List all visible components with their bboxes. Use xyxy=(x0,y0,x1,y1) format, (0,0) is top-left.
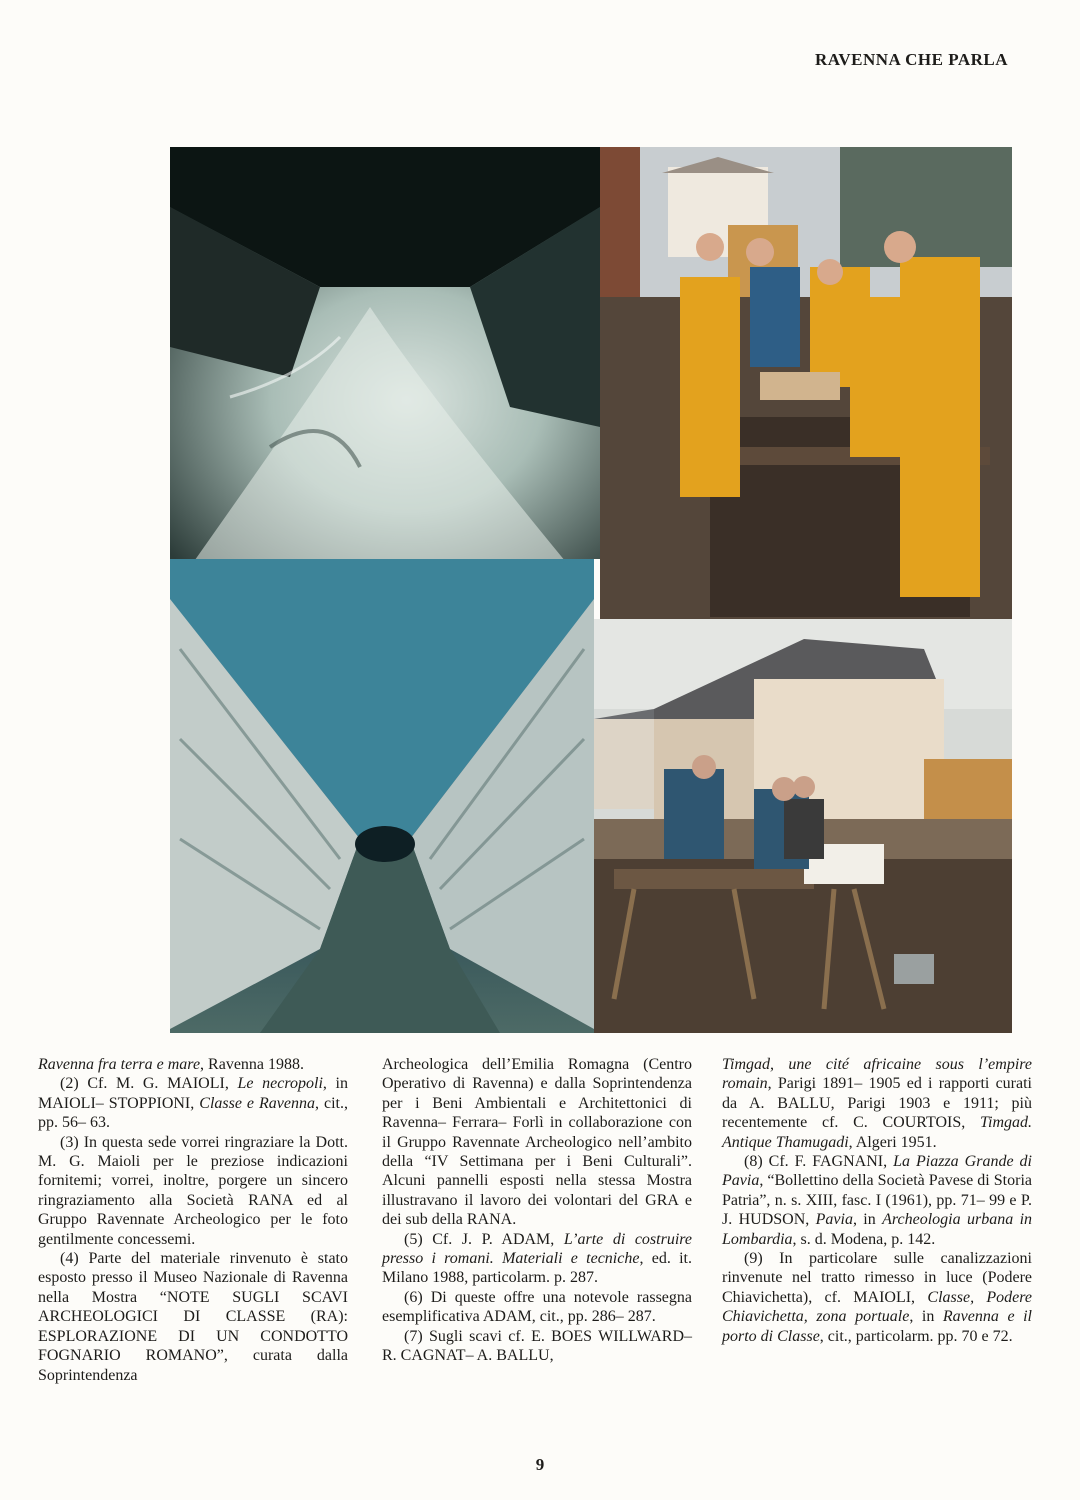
tunnel-photo-bottom xyxy=(170,559,594,1033)
footnotes-area xyxy=(38,1055,1038,1425)
italic-title: Timgad, une cité africaine sous l’empire romain xyxy=(722,1056,1032,1093)
footnote-text: (2) Cf. M. G. MAIOLI, xyxy=(60,1075,238,1093)
page-number: 9 xyxy=(535,1455,545,1474)
italic-title: Archeologia urbana in Lombardia xyxy=(722,1211,1033,1248)
footnote-column-3 xyxy=(722,1055,1032,1346)
footnote-text: , Parigi 1891– 1905 ed i rapporti curati da A. BALLU, Parigi 1903 e 1911; più recentemente cf. C. COURTOIS, xyxy=(722,1075,1032,1132)
footnote-text: , cit., particolarm. pp. 70 e 72. xyxy=(819,1327,1013,1345)
footnote-paragraph xyxy=(382,1055,692,1230)
italic-title: La Piazza Grande di Pavia xyxy=(722,1153,1032,1190)
footnote-paragraph xyxy=(382,1230,692,1288)
footnote-text: Archeologica dell’Emilia Romagna (Centro Operativo di Ravenna) e dalla Soprintendenza per i Beni Ambientali e Architettonici di Ravenna– Ferrara– Forlì in collaborazione con il Gruppo Ravennate Archeologico nell’ambito della “IV Settimana per i Beni Culturali”. Alcuni pannelli esposti nella stessa Mostra illustravano il lavoro dei volontari del GRA e dei sub della RANA. xyxy=(382,1056,692,1229)
italic-title: L’arte di costruire presso i romani. Materiali e tecniche xyxy=(382,1230,693,1268)
footnote-text: (5) Cf. J. P. ADAM, xyxy=(404,1230,564,1248)
footnote-text: , s. d. Modena, p. 142. xyxy=(792,1230,936,1248)
italic-title: Classe e Ravenna xyxy=(199,1094,316,1112)
italic-title: Pavia xyxy=(815,1211,853,1229)
footnote-paragraph xyxy=(38,1055,348,1074)
footnote-text: (7) Sugli scavi cf. E. BOES WILLWARD– R. CAGNAT– A. BALLU, xyxy=(382,1327,692,1365)
tunnel-photo-top xyxy=(170,147,600,559)
footnote-paragraph xyxy=(38,1133,348,1249)
italic-title: Ravenna e il porto di Classe xyxy=(722,1308,1032,1345)
footnote-text: , “Bollettino della Società Pavese di Storia Patria”, n. s. XIII, fasc. I (1961), pp. 71– 99 e P. J. HUDSON, xyxy=(722,1172,1032,1229)
footnote-text: , in xyxy=(852,1211,883,1229)
footnote-text: , ed. it. Milano 1988, particolarm. p. 287. xyxy=(382,1250,692,1287)
footnote-text: (8) Cf. F. FAGNANI, xyxy=(744,1153,894,1171)
footnote-text: (3) In questa sede vorrei ringraziare la Dott. M. G. Maioli per le preziose indicazioni fornitemi; vorrei, inoltre, porgere un sincero ringraziamento alla Società RANA ed al Gruppo Ravennate Archeologico per le foto gentilmente concessemi. xyxy=(38,1133,348,1248)
footnote-text: , cit., pp. 56– 63. xyxy=(38,1094,349,1132)
footnote-column-2 xyxy=(382,1055,692,1366)
italic-title: Le necropoli xyxy=(237,1075,323,1093)
footnote-text: (4) Parte del materiale rinvenuto è stato esposto presso il Museo Nazionale di Ravenna nella Mostra “NOTE SUGLI SCAVI ARCHEOLOGICI DI CLASSE (RA): ESPLORAZIONE DI UN CONDOTTO FOGNARIO ROMANO”, curata dalla Soprintendenza xyxy=(38,1250,348,1384)
italic-title: Classe, Podere Chiavichetta, zona portuale xyxy=(722,1288,1033,1326)
footnote-paragraph xyxy=(382,1288,692,1327)
footnote-text: , Ravenna 1988. xyxy=(200,1056,305,1073)
footnote-text: (6) Di queste offre una notevole rassegna esemplificativa ADAM, cit., pp. 286– 287. xyxy=(382,1288,692,1326)
footnote-paragraph xyxy=(722,1055,1032,1152)
footnote-paragraph xyxy=(722,1249,1032,1346)
footnote-text: , in MAIOLI– STOPPIONI, xyxy=(38,1075,348,1112)
footnote-paragraph xyxy=(38,1249,348,1385)
footnote-column-1 xyxy=(38,1055,348,1385)
workers-photo-bottom xyxy=(594,619,1012,1033)
footnote-paragraph xyxy=(382,1327,692,1366)
footnote-paragraph xyxy=(722,1152,1032,1249)
italic-title: Ravenna fra terra e mare xyxy=(38,1056,201,1073)
footnote-text: (9) In particolare sulle canalizzazioni rinvenute nel tratto rimesso in luce (Podere Chiavichetta), cf. MAIOLI, xyxy=(722,1250,1032,1306)
italic-title: Timgad. Antique Thamugadi xyxy=(722,1114,1032,1151)
footnote-text: , Algeri 1951. xyxy=(848,1133,937,1151)
footnote-text: , in xyxy=(909,1308,943,1326)
workers-photo-top xyxy=(600,147,1012,619)
footnote-paragraph xyxy=(38,1074,348,1132)
running-header: RAVENNA CHE PARLA xyxy=(814,50,1008,69)
